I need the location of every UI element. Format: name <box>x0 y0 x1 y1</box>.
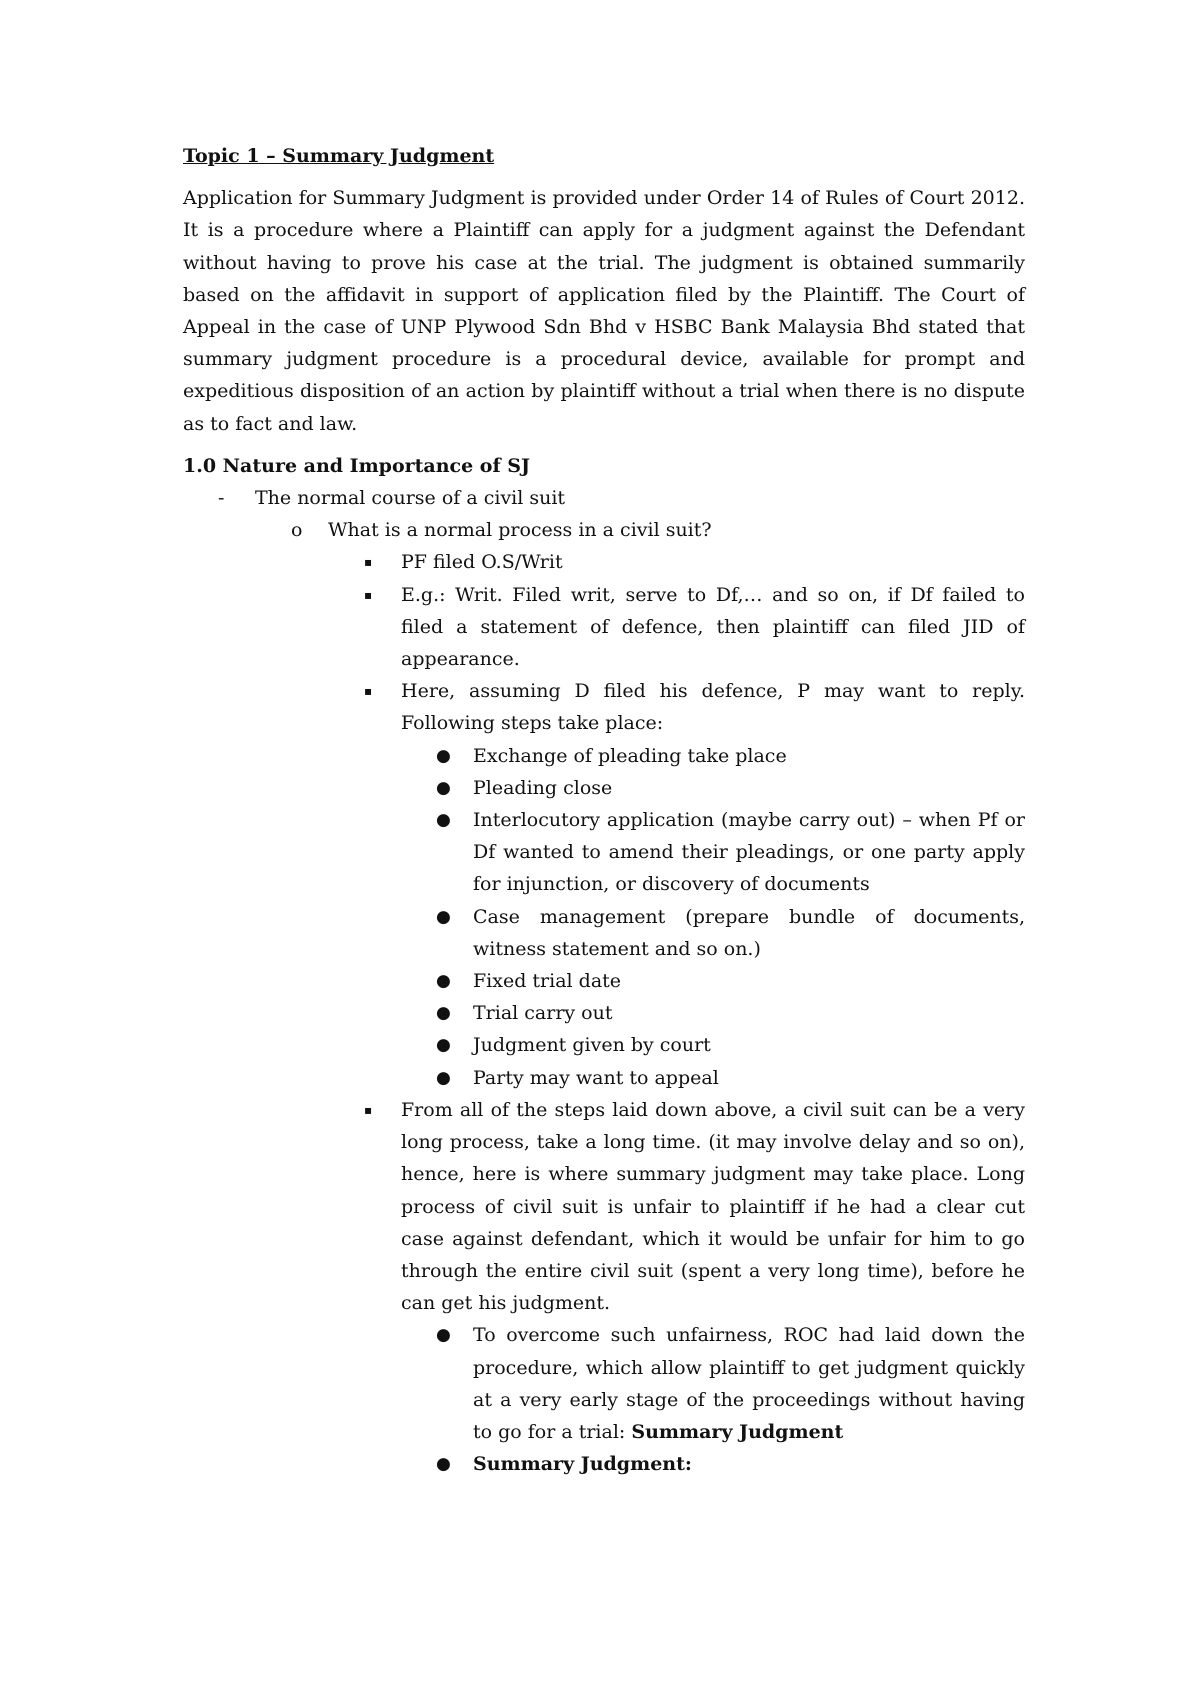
list-item <box>183 901 1025 965</box>
bullet-icon: ● <box>436 777 451 798</box>
bullet-icon: ● <box>436 1454 451 1475</box>
list-item-text: Party may want to appeal <box>473 1066 719 1089</box>
list-item-text: To overcome such unfairness, ROC had laid down the procedure, which allow plaintiff to get judgment quickly at a very early stage of the proceedings without having to go for a trial: <box>473 1324 1025 1443</box>
bullet-icon: ● <box>436 1003 451 1024</box>
bullet-icon: ● <box>436 906 451 927</box>
list-item <box>183 675 1025 739</box>
list-item-text: E.g.: Writ. Filed writ, serve to Df,… and so on, if Df failed to filed a statement of defence, then plaintiff can filed JID of appearance. <box>401 583 1025 671</box>
list-item <box>183 482 1025 514</box>
list-item <box>183 965 1025 997</box>
list-item <box>183 997 1025 1029</box>
circle-bullet-icon: o <box>291 519 303 542</box>
summary-judgment-term: Summary Judgment <box>631 1420 844 1443</box>
intro-paragraph: Application for Summary Judgment is provided under Order 14 of Rules of Court 2012. It is a procedure where a Plaintiff can apply for a judgment against the Defendant without having to prove his case at the trial. The judgment is obtained summarily based on the affidavit in support of application filed by the Plaintiff. The Court of Appeal in the case of UNP Plywood Sdn Bhd v HSBC Bank Malaysia Bhd stated that summary judgment procedure is a procedural device, available for prompt and expeditious disposition of an action by plaintiff without a trial when there is no dispute as to fact and law. <box>183 187 1025 435</box>
list-item <box>183 804 1025 901</box>
list-item <box>183 1094 1025 1319</box>
list-item <box>183 772 1025 804</box>
bullet-icon: ● <box>436 1035 451 1056</box>
section-heading: 1.0 Nature and Importance of SJ <box>183 454 530 477</box>
bullet-icon: ● <box>436 1325 451 1346</box>
list-item-text: Interlocutory application (maybe carry out) – when Pf or Df wanted to amend their pleadings, or one party apply for injunction, or discovery of documents <box>473 809 1025 896</box>
bullet-icon: ● <box>436 810 451 831</box>
list-item-text: What is a normal process in a civil suit? <box>328 519 712 542</box>
list-item <box>183 1062 1025 1094</box>
list-item-text: From all of the steps laid down above, a civil suit can be a very long process, take a long time. (it may involve delay and so on), hence, here is where summary judgment may take place. Long process of civil suit is unfair to plaintiff if he had a clear cut case against defendant, which it would be unfair for him to go through the entire civil suit (spent a very long time), before he can get his judgment. <box>401 1098 1025 1315</box>
list-item-text: Fixed trial date <box>473 970 622 993</box>
list-item <box>183 546 1025 578</box>
dash-marker: - <box>218 487 225 510</box>
list-item <box>183 514 1025 546</box>
list-item-text: Judgment given by court <box>473 1034 711 1057</box>
bullet-icon: ● <box>436 971 451 992</box>
bullet-icon: ● <box>436 745 451 766</box>
list-item-text: Trial carry out <box>473 1002 613 1025</box>
list-item-text: The normal course of a civil suit <box>255 487 566 510</box>
list-item <box>183 579 1025 676</box>
list-item <box>183 1029 1025 1061</box>
list-item-text: Case management (prepare bundle of documents, witness statement and so on.) <box>473 905 1025 960</box>
summary-judgment-label: Summary Judgment: <box>473 1453 692 1476</box>
square-bullet-icon: ▪ <box>364 1102 373 1117</box>
square-bullet-icon: ▪ <box>364 555 373 570</box>
list-item <box>183 740 1025 772</box>
square-bullet-icon: ▪ <box>364 587 373 602</box>
list-item-text: PF filed O.S/Writ <box>401 551 563 574</box>
list-item-text: Pleading close <box>473 776 613 799</box>
page-title: Topic 1 – Summary Judgment <box>183 145 495 167</box>
list-item-text: Exchange of pleading take place <box>473 744 787 767</box>
list-item <box>183 1448 1025 1480</box>
list-item <box>183 1319 1025 1448</box>
square-bullet-icon: ▪ <box>364 684 373 699</box>
document-body <box>183 140 1025 1480</box>
bullet-icon: ● <box>436 1067 451 1088</box>
outline-list <box>183 482 1025 1480</box>
list-item-text: Here, assuming D filed his defence, P may want to reply. Following steps take place: <box>401 680 1025 735</box>
